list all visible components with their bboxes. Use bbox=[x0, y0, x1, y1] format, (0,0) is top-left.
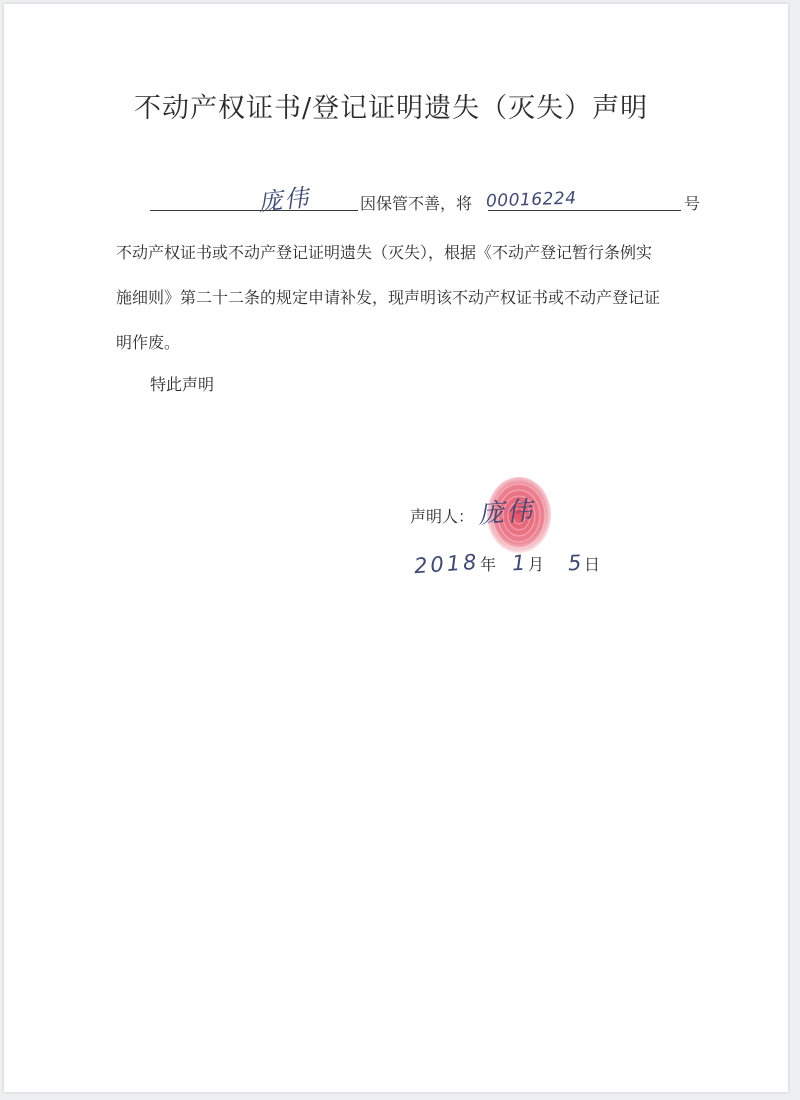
document-page bbox=[4, 4, 788, 1092]
handwritten-month: 1 bbox=[511, 550, 526, 576]
handwritten-day: 5 bbox=[567, 550, 582, 576]
document-title: 不动产权证书/登记证明遗失（灭失）声明 bbox=[134, 93, 649, 124]
declarant-label: 声明人： bbox=[410, 507, 475, 526]
reason-text: 因保管不善，将 bbox=[360, 194, 473, 213]
year-label: 年 bbox=[480, 555, 497, 574]
day-label: 日 bbox=[584, 555, 601, 574]
declaration-date bbox=[404, 546, 664, 586]
number-suffix: 号 bbox=[684, 194, 701, 213]
body-line: 明作废。 bbox=[116, 333, 181, 352]
body-line: 施细则》第二十二条的规定申请补发，现声明该不动产权证书或不动产登记证 bbox=[116, 288, 661, 307]
statement-body bbox=[116, 230, 696, 365]
name-underline bbox=[150, 210, 358, 211]
handwritten-certificate-number: 00016224 bbox=[485, 188, 577, 212]
handwritten-declarant-name: 庞伟 bbox=[256, 183, 312, 217]
handwritten-signature: 庞伟 bbox=[477, 496, 536, 530]
handwritten-year: 2018 bbox=[413, 549, 481, 579]
body-line: 不动产权证书或不动产登记证明遗失（灭失），根据《不动产登记暂行条例实 bbox=[116, 243, 653, 262]
statement-first-line bbox=[150, 180, 710, 220]
closing-phrase: 特此声明 bbox=[150, 375, 215, 394]
month-label: 月 bbox=[528, 555, 545, 574]
